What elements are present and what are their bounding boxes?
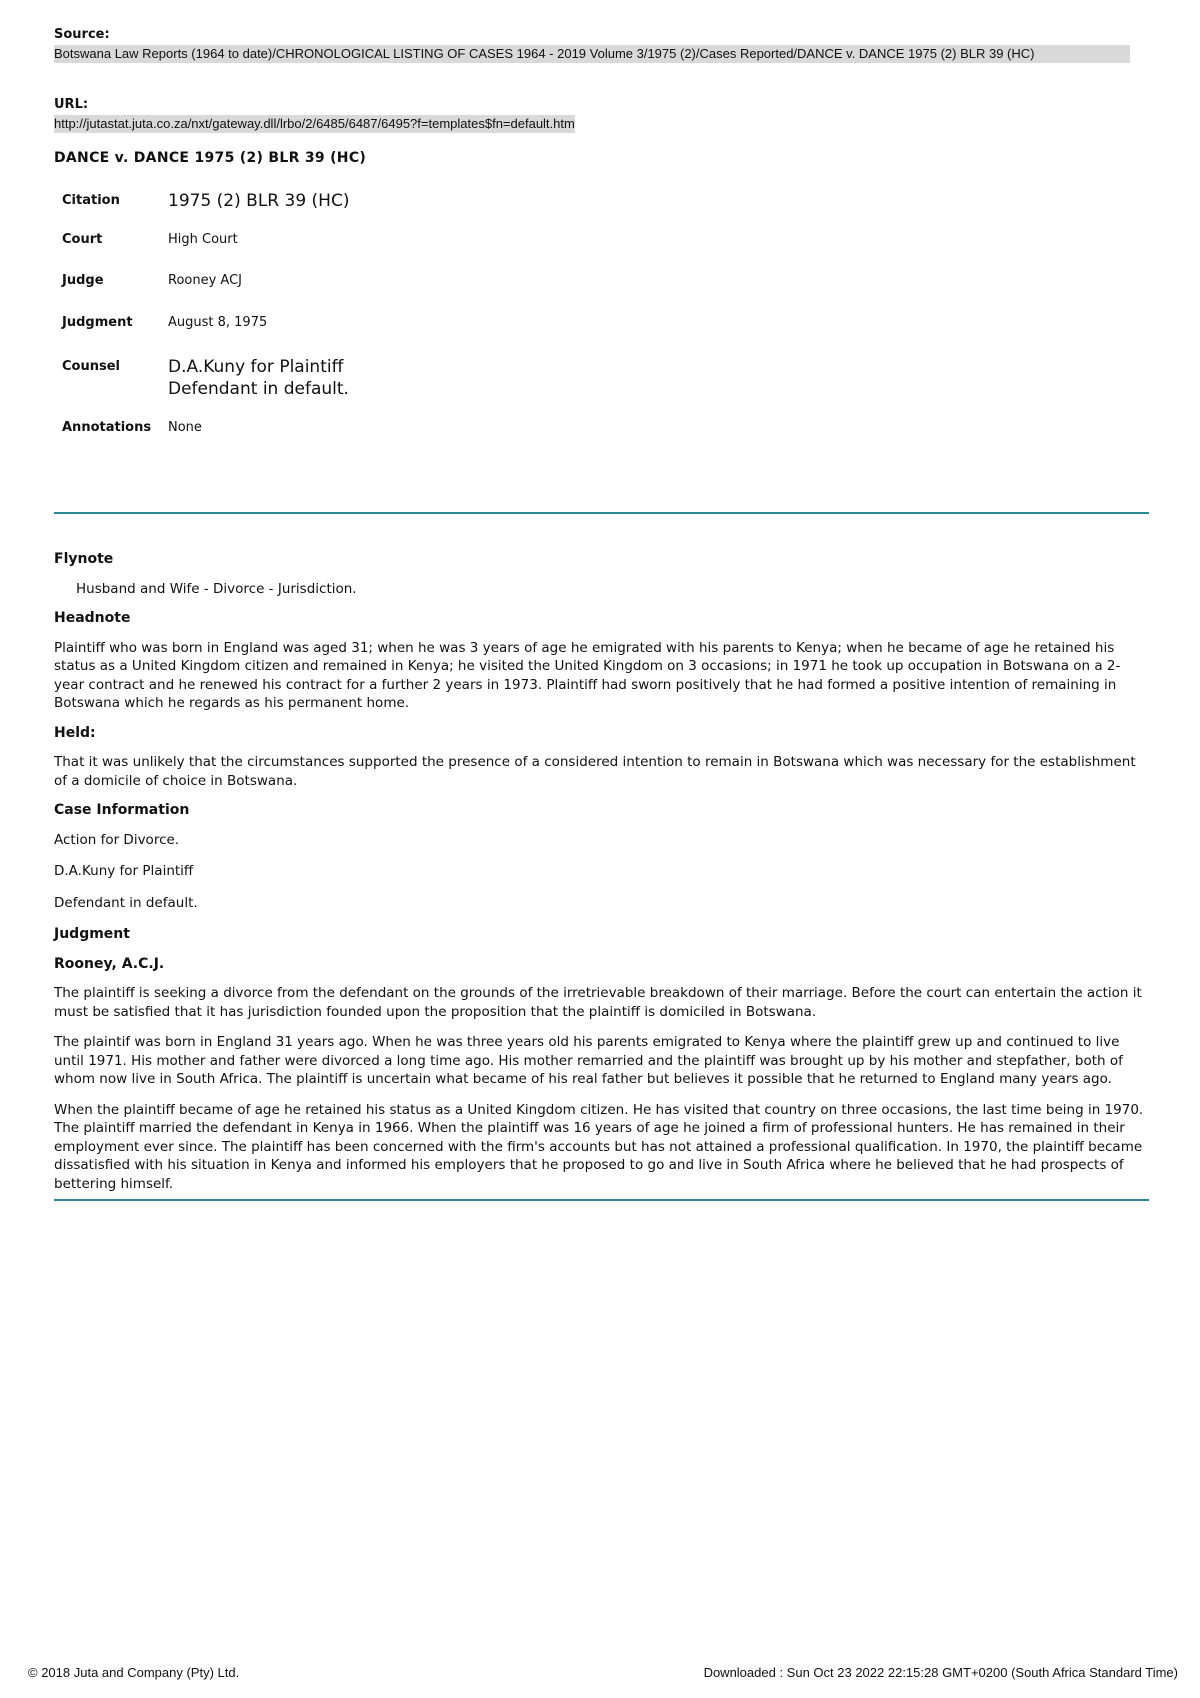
judgment-paragraph: When the plaintiff became of age he retained his status as a United Kingdom citizen. He has visited that country on three occasions, the last time being in 1970. The plaintiff married the defendant in Kenya in 1966. When the plaintiff was 16 years of age he joined a firm of professional hunters. He has remained in their employment ever since. The plaintiff has been concerned with the firm's accounts but has not attained a professional qualification. In 1970, the plaintiff became dissatisfied with his situation in Kenya and informed his employers that he proposed to go and live in South Africa where he believed that he had prospects of bettering himself.	[54, 1101, 1144, 1192]
url-link[interactable]: http://jutastat.juta.co.za/nxt/gateway.dll/lrbo/2/6485/6487/6495?f=templates$fn=default.htm	[54, 116, 575, 131]
case-metadata-table	[56, 190, 349, 435]
judgment-date-value: August 8, 1975	[168, 315, 268, 330]
case-information-default: Defendant in default.	[54, 894, 198, 911]
footer-download-info: Downloaded : Sun Oct 23 2022 22:15:28 GMT+0200 (South Africa Standard Time)	[703, 1665, 1178, 1680]
counsel-label: Counsel	[62, 359, 120, 374]
headnote-heading: Headnote	[54, 610, 131, 626]
case-information-counsel: D.A.Kuny for Plaintiff	[54, 863, 194, 879]
flynote-text: Husband and Wife - Divorce - Jurisdiction.	[76, 580, 357, 597]
citation-label: Citation	[62, 193, 120, 208]
counsel-value	[168, 356, 349, 420]
source-label: Source:	[54, 27, 110, 42]
judgment-paragraph: The plaintiff is seeking a divorce from the defendant on the grounds of the irretrievable breakdown of their marriage. Before the court can entertain the action it must be satisfied that it has jurisdiction founded upon the proposition that the plaintiff is domiciled in Botswana.	[54, 985, 1142, 1020]
headnote-text: Plaintiff who was born in England was aged 31; when he was 3 years of age he emigrated with his parents to Kenya; when he became of age he retained his status as a United Kingdom citizen and remained in Kenya; he visited the United Kingdom on 3 occasions; in 1971 he took up occupation in Botswana on a 2-year contract and he renewed his contract for a further 2 years in 1973. Plaintiff had sworn positively that he had formed a positive intention of remaining in Botswana which he regards as his permanent home.	[54, 639, 1121, 711]
source-path: Botswana Law Reports (1964 to date)/CHRONOLOGICAL LISTING OF CASES 1964 - 2019 Volume 3/1975 (2)/Cases Reported/DANCE v. DANCE 1975 (2) BLR 39 (HC)	[54, 45, 1130, 63]
held-heading: Held:	[54, 724, 96, 741]
judgment-judge: Rooney, A.C.J.	[54, 955, 165, 972]
annotations-value: None	[168, 420, 202, 435]
case-information-heading: Case Information	[54, 802, 190, 818]
top-divider	[54, 512, 1149, 514]
annotations-label: Annotations	[62, 420, 152, 435]
judgment-paragraph: The plaintif was born in England 31 years ago. When he was three years old his parents emigrated to Kenya where the plaintiff grew up and continued to live until 1971. His mother and father were divorced a long time ago. His mother remarried and the plaintiff was brought up by his mother and stepfather, both of whom now live in South Africa. The plaintiff is uncertain what became of his real father but believes it possible that he returned to England many years ago.	[54, 1034, 1123, 1087]
case-information-action: Action for Divorce.	[54, 831, 180, 848]
court-value: High Court	[168, 232, 238, 247]
counsel-line-2: Defendant in default.	[168, 379, 349, 399]
judge-label: Judge	[62, 273, 104, 288]
citation-value: 1975 (2) BLR 39 (HC)	[168, 191, 350, 211]
judgment-date-label: Judgment	[62, 315, 133, 330]
flynote-section	[54, 550, 1149, 1201]
bottom-divider	[54, 1199, 1149, 1201]
case-title: DANCE v. DANCE 1975 (2) BLR 39 (HC)	[54, 150, 367, 166]
flynote-heading: Flynote	[54, 551, 114, 567]
held-text: That it was unlikely that the circumstances supported the presence of a considered intention to remain in Botswana which was necessary for the establishment of a domicile of choice in Botswana.	[54, 754, 1136, 789]
url-label: URL:	[54, 97, 89, 112]
judge-value: Rooney ACJ	[168, 273, 242, 288]
judgment-heading: Judgment	[54, 926, 130, 942]
footer-copyright: © 2018 Juta and Company (Pty) Ltd.	[28, 1665, 240, 1680]
counsel-line-1: D.A.Kuny for Plaintiff	[168, 357, 344, 377]
court-label: Court	[62, 232, 103, 247]
